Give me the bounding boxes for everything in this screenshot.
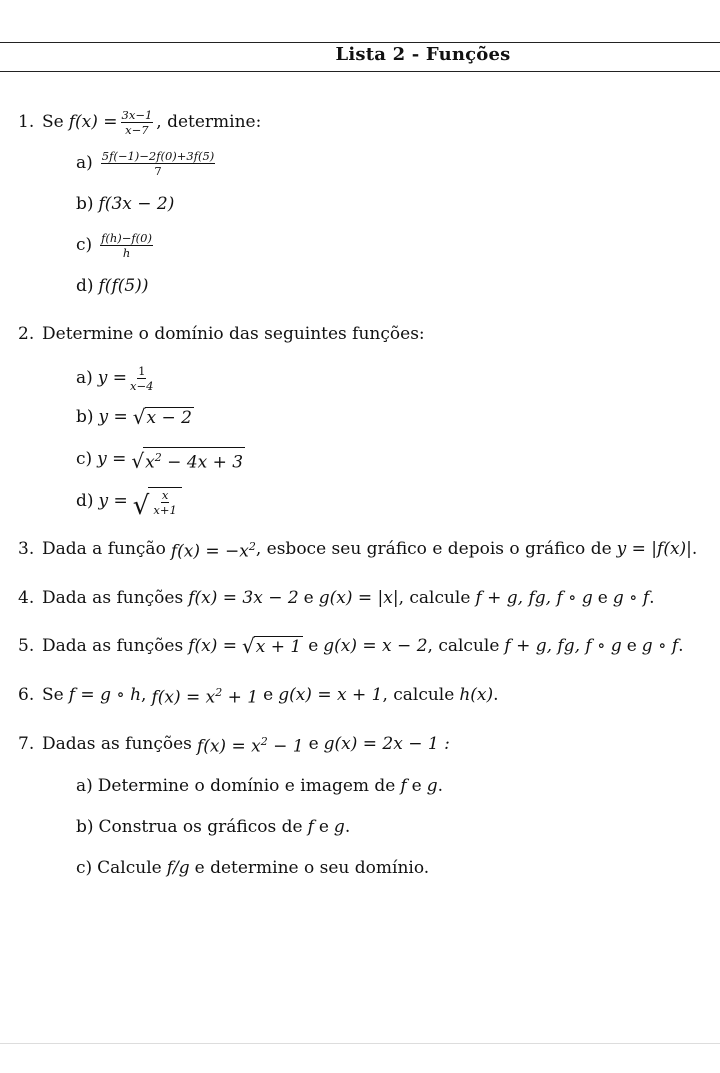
q1-item-b: b) f(3x − 2): [76, 194, 175, 214]
header-bottom-rule: [0, 71, 720, 72]
square-root: √ x + 1: [241, 634, 302, 658]
question-number: 6.: [18, 685, 35, 705]
q2-item-b: b) y = √ x − 2: [76, 405, 192, 429]
q2-item-d: d) y = √ $\frac{x}{x+1}$: [76, 488, 182, 514]
square-root: √ x − 2: [132, 405, 192, 429]
question-4: 4. Dada as funções f(x) = 3x − 2 e g(x) = |x| , calcule f + g, fg, f ∘ g e g ∘ f .: [18, 585, 655, 611]
fraction: $\frac{f(h)-f(0)}{h}$: [101, 230, 152, 260]
q1-item-d: d) f(f(5)): [76, 276, 149, 296]
page-bottom-rule: [0, 1043, 720, 1044]
header-top-rule: [0, 42, 720, 43]
question-number: 7.: [18, 734, 35, 754]
question-2: 2. Determine o domínio das seguintes funções:: [18, 321, 425, 347]
question-number: 2.: [18, 324, 35, 344]
question-7: 7. Dadas as funções $f(x) = x^2 - 1$ e g(x) = 2x − 1 :: [18, 731, 450, 757]
question-6: 6. Se f = g ∘ h , $f(x) = x^2 + 1$ e g(x) = x + 1 , calcule h(x) .: [18, 682, 499, 708]
question-number: 5.: [18, 636, 35, 656]
question-number: 1.: [18, 112, 35, 132]
question-number: 4.: [18, 588, 35, 608]
q7-item-a: a) Determine o domínio e imagem de f e g .: [76, 776, 444, 796]
q7-item-c: c) Calcule f/g e determine o seu domínio.: [76, 858, 430, 878]
question-1: 1. Se f(x) = $\frac{3x-1}{x-7}$ , determine:: [18, 107, 262, 137]
question-number: 3.: [18, 539, 35, 559]
fraction: $\frac{1}{x-4}$: [130, 363, 154, 393]
q2-item-a: a) y = $\frac{1}{x-4}$: [76, 363, 154, 393]
square-root: √ $\frac{x}{x+1}$: [133, 487, 182, 516]
question-3: 3. Dada a função $f(x) = -x^2$ , esboce seu gráfico e depois o gráfico de y = |f(x)| .: [18, 536, 697, 562]
fraction: $\frac{3x-1}{x-7}$: [121, 107, 153, 137]
question-5: 5. Dada as funções f(x) = √ x + 1 e g(x) = x − 2 , calcule f + g, fg, f ∘ g e g ∘ f .: [18, 634, 684, 658]
q1-item-a: a) $\frac{5f(-1)-2f(0)+3f(5)}{7}$: [76, 148, 215, 178]
q1-item-c: c) $\frac{f(h)-f(0)}{h}$: [76, 230, 152, 260]
fraction: $\frac{5f(-1)-2f(0)+3f(5)}{7}$: [101, 148, 215, 178]
q7-item-b: b) Construa os gráficos de f e g .: [76, 817, 351, 837]
fraction: $\frac{x}{x+1}$: [153, 487, 177, 517]
page-title: Lista 2 - Funções: [335, 44, 511, 65]
square-root: √ $x^2 - 4x + 3$: [131, 447, 245, 472]
q2-item-c: c) y = √ $x^2 - 4x + 3$: [76, 446, 245, 472]
